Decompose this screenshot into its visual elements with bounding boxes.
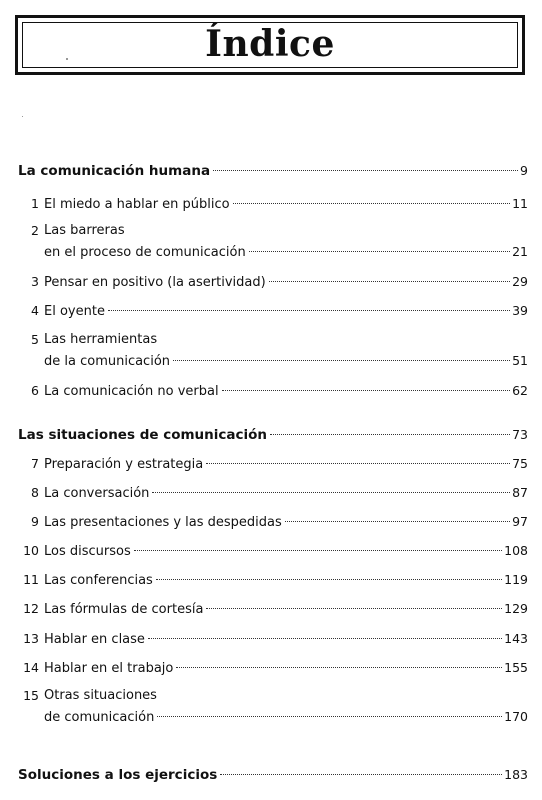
- title-inner-frame: [22, 22, 518, 68]
- chapter-number: 10: [23, 543, 39, 558]
- chapter-title: en el proceso de comunicación: [44, 245, 246, 260]
- toc-section-row: [18, 424, 528, 446]
- toc-chapter-row: [44, 628, 528, 651]
- title-frame: [15, 15, 525, 75]
- toc-page-number: 108: [504, 543, 528, 558]
- chapter-number: 2: [31, 223, 39, 238]
- toc-page-number: 143: [504, 631, 528, 646]
- toc-chapter-row: [44, 241, 528, 264]
- toc-page-number: 21: [512, 244, 528, 259]
- toc-chapter-row: [44, 569, 528, 592]
- toc-chapter-row: [44, 193, 528, 216]
- toc-page-number: 62: [512, 383, 528, 398]
- chapter-number: 3: [31, 274, 39, 289]
- dot-leader: [206, 608, 502, 609]
- toc-chapter-row: [44, 453, 528, 476]
- toc-page-number: 39: [512, 303, 528, 318]
- toc-chapter-row: [44, 482, 528, 505]
- chapter-title: Hablar en el trabajo: [44, 661, 174, 676]
- toc-section-label: Soluciones a los ejercicios: [18, 767, 218, 783]
- dot-leader: [156, 579, 502, 580]
- chapter-title: El oyente: [44, 304, 105, 319]
- toc-page-number: 75: [512, 456, 528, 471]
- chapter-number: 8: [31, 485, 39, 500]
- toc-section-row: [18, 764, 528, 786]
- toc-page-number: 29: [512, 274, 528, 289]
- toc-chapter-row: [44, 300, 528, 323]
- chapter-title-line: Las barreras: [44, 223, 125, 238]
- dot-leader: [233, 203, 510, 204]
- dot-leader: [220, 774, 502, 775]
- page-title: Índice: [205, 23, 335, 65]
- toc-chapter-row: [44, 350, 528, 373]
- dot-leader: [222, 390, 511, 391]
- toc-page-number: 9: [520, 163, 528, 178]
- toc-page-number: 73: [512, 427, 528, 442]
- toc-page-number: 119: [504, 572, 528, 587]
- chapter-number: 1: [31, 196, 39, 211]
- chapter-number: 5: [31, 332, 39, 347]
- chapter-number: 14: [23, 660, 39, 675]
- toc-page-number: 183: [504, 767, 528, 782]
- toc-chapter-row: [44, 271, 528, 294]
- chapter-title: La conversación: [44, 486, 150, 501]
- chapter-number: 13: [23, 631, 39, 646]
- toc-page-number: 51: [512, 353, 528, 368]
- toc-chapter-row: [44, 380, 528, 403]
- toc-section-label: La comunicación humana: [18, 163, 211, 179]
- dot-leader: [108, 310, 510, 311]
- dot-leader: [157, 716, 502, 717]
- toc-chapter-row: [44, 657, 528, 680]
- toc-chapter-row: [44, 598, 528, 621]
- dot-leader: [206, 463, 510, 464]
- chapter-title: Preparación y estrategia: [44, 457, 204, 472]
- toc-chapter-row: [44, 511, 528, 534]
- dot-leader: [285, 521, 510, 522]
- chapter-title: El miedo a hablar en público: [44, 197, 230, 212]
- dot-leader: [148, 638, 502, 639]
- dot-leader: [134, 550, 502, 551]
- dot-leader: [173, 360, 510, 361]
- toc-page-number: 87: [512, 485, 528, 500]
- toc-page-number: 97: [512, 514, 528, 529]
- dot-leader: [176, 667, 502, 668]
- chapter-number: 15: [23, 688, 39, 703]
- dot-leader: [270, 434, 510, 435]
- toc-section-label: Las situaciones de comunicación: [18, 427, 268, 443]
- chapter-title: de comunicación: [44, 710, 155, 725]
- toc-section-row: [18, 160, 528, 182]
- scan-speck: [22, 116, 23, 117]
- chapter-number: 11: [23, 572, 39, 587]
- toc-chapter-row: [44, 706, 528, 729]
- dot-leader: [152, 492, 510, 493]
- scan-speck: [66, 58, 68, 60]
- chapter-title: La comunicación no verbal: [44, 384, 219, 399]
- dot-leader: [249, 251, 510, 252]
- toc-page-number: 170: [504, 709, 528, 724]
- toc-chapter-row: [44, 540, 528, 563]
- chapter-number: 9: [31, 514, 39, 529]
- chapter-title: Las fórmulas de cortesía: [44, 602, 204, 617]
- chapter-title: Pensar en positivo (la asertividad): [44, 275, 266, 290]
- chapter-number: 6: [31, 383, 39, 398]
- chapter-title: de la comunicación: [44, 354, 171, 369]
- chapter-number: 7: [31, 456, 39, 471]
- chapter-title: Las conferencias: [44, 573, 153, 588]
- chapter-title: Los discursos: [44, 544, 131, 559]
- toc-page-number: 11: [512, 196, 528, 211]
- toc-page-number: 155: [504, 660, 528, 675]
- dot-leader: [213, 170, 518, 171]
- chapter-title: Hablar en clase: [44, 632, 145, 647]
- chapter-title: Las presentaciones y las despedidas: [44, 515, 282, 530]
- chapter-number: 4: [31, 303, 39, 318]
- dot-leader: [269, 281, 510, 282]
- chapter-title-line: Las herramientas: [44, 332, 158, 347]
- chapter-number: 12: [23, 601, 39, 616]
- chapter-title-line: Otras situaciones: [44, 688, 157, 703]
- toc-page-number: 129: [504, 601, 528, 616]
